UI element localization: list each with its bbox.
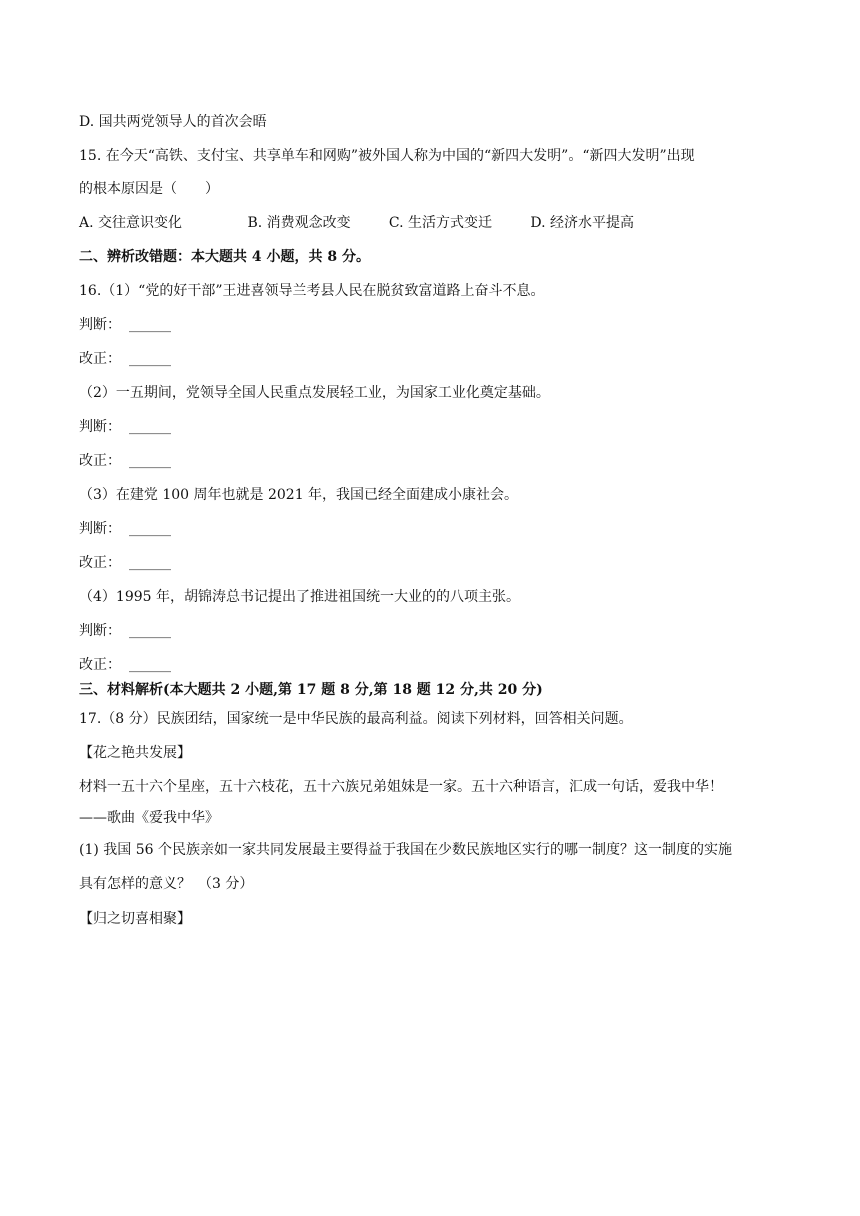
q16-item-3: （3）在建党 100 周年也就是 2021 年，我国已经全面建成小康社会。 <box>79 487 519 503</box>
q16-judge-1 <box>79 315 171 335</box>
q15-options <box>79 213 634 233</box>
q16-correct-1 <box>79 349 171 369</box>
answer-blank: ______ <box>129 555 171 571</box>
correct-label: 改正： <box>79 555 121 571</box>
answer-blank: ______ <box>129 317 171 333</box>
q16-judge-3 <box>79 519 171 539</box>
correct-label: 改正： <box>79 351 121 367</box>
q16-correct-3 <box>79 553 171 573</box>
answer-blank: ______ <box>129 657 171 673</box>
answer-blank: ______ <box>129 419 171 435</box>
q17-heading-2: 【归之切喜相聚】 <box>79 911 191 927</box>
correct-label: 改正： <box>79 657 121 673</box>
q15-option-c: C. 生活方式变迁 <box>388 215 493 231</box>
judge-label: 判断： <box>79 623 121 639</box>
q15-option-b: B. 消费观念改变 <box>247 215 351 231</box>
section3-heading: 三、材料解析(本大题共 2 小题,第 17 题 8 分,第 18 题 12 分,共 20 分) <box>79 682 543 698</box>
q16-item-4: （4）1995 年，胡锦涛总书记提出了推进祖国统一大业的的八项主张。 <box>79 589 520 605</box>
q15-stem-line1: 15. 在今天“高铁、支付宝、共享单车和网购”被外国人称为中国的“新四大发明”。“新四大发明”出现 <box>79 148 695 164</box>
section2-heading: 二、辨析改错题：本大题共 4 小题，共 8 分。 <box>79 249 370 265</box>
q15-stem-line2: 的根本原因是（ ） <box>79 181 219 197</box>
answer-blank: ______ <box>129 351 171 367</box>
q15-option-a: A. 交往意识变化 <box>79 215 183 231</box>
judge-label: 判断： <box>79 317 121 333</box>
q17-heading-1: 【花之艳共发展】 <box>79 745 191 761</box>
q17-material-1: 材料一五十六个星座，五十六枝花，五十六族兄弟姐妹是一家。五十六种语言，汇成一句话，爱我中华！ <box>79 779 723 795</box>
judge-label: 判断： <box>79 419 121 435</box>
q16-correct-2 <box>79 451 171 471</box>
answer-blank: ______ <box>129 623 171 639</box>
q14-option-d: D. 国共两党领导人的首次会晤 <box>79 114 267 130</box>
q16-judge-4 <box>79 621 171 641</box>
q17-sub1-line1: (1) 我国 56 个民族亲如一家共同发展最主要得益于我国在少数民族地区实行的哪一制度？这一制度的实施 <box>79 842 732 858</box>
answer-blank: ______ <box>129 453 171 469</box>
q16-judge-2 <box>79 417 171 437</box>
q15-option-d: D. 经济水平提高 <box>530 215 634 231</box>
q16-correct-4 <box>79 655 171 675</box>
q17-sub1-line2: 具有怎样的意义？ （3 分） <box>79 876 254 892</box>
judge-label: 判断： <box>79 521 121 537</box>
q17-intro: 17.（8 分）民族团结，国家统一是中华民族的最高利益。阅读下列材料，回答相关问题。 <box>79 711 633 727</box>
q16-item-1: 16.（1）“党的好干部”王进喜领导兰考县人民在脱贫致富道路上奋斗不息。 <box>79 283 545 299</box>
answer-blank: ______ <box>129 521 171 537</box>
q17-source-1: ——歌曲《爱我中华》 <box>79 810 219 826</box>
q16-item-2: （2）一五期间，党领导全国人民重点发展轻工业，为国家工业化奠定基础。 <box>79 385 550 401</box>
correct-label: 改正： <box>79 453 121 469</box>
